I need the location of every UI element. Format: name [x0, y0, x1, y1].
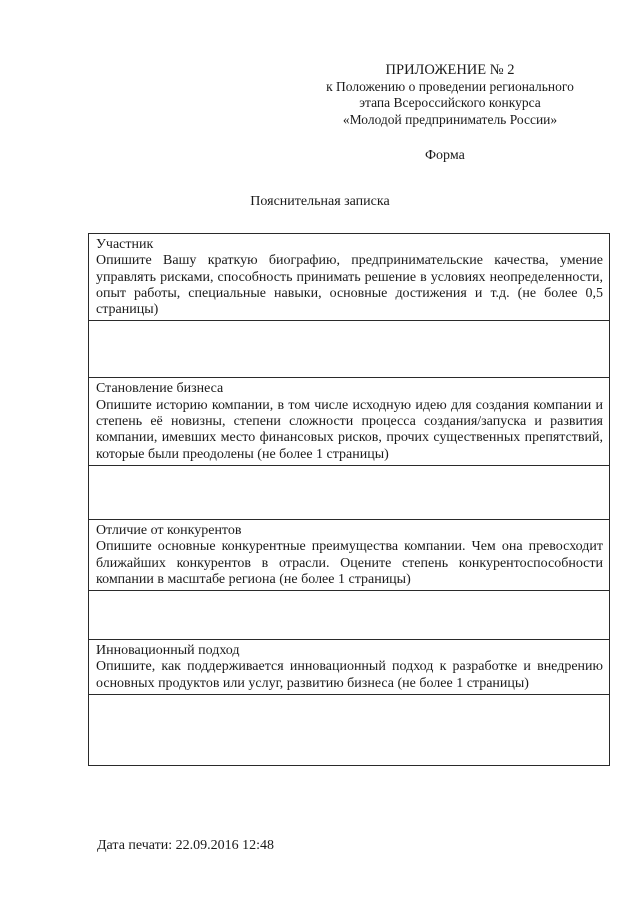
section-innovation: [89, 640, 609, 695]
section-title: Отличие от конкурентов: [96, 522, 242, 538]
explanatory-note-table: [88, 233, 610, 766]
answer-field-competitors[interactable]: [89, 591, 609, 640]
section-description: Опишите Вашу краткую биографию, предпринимательские качества, умение управлять рисками, способность принимать решение в условиях неопределенности, опыт работы, специальные навыки, основные достижения и т.д. (не более 0,5 страницы): [96, 253, 603, 318]
section-title: Становление бизнеса: [96, 381, 224, 397]
appendix-line-3: «Молодой предприниматель России»: [342, 111, 558, 127]
section-participant: [89, 234, 609, 321]
appendix-line-2: этапа Всероссийского конкурса: [359, 95, 541, 110]
form-label: Форма: [425, 148, 465, 163]
section-description: Опишите основные конкурентные преимущества компании. Чем она превосходит ближайших конкурентов в отрасли. Оцените степень конкурентоспособности компании в масштабе региона (не более 1 страницы): [96, 539, 603, 587]
print-date: Дата печати: 22.09.2016 12:48: [97, 838, 275, 853]
appendix-line-1: к Положению о проведении регионального: [326, 78, 574, 94]
section-title: Участник: [96, 237, 154, 252]
answer-field-participant[interactable]: [89, 321, 609, 378]
document-title: Пояснительная записка: [250, 194, 390, 209]
section-competitors: [89, 520, 609, 591]
section-description: Опишите историю компании, в том числе исходную идею для создания компании и степень её новизны, степени сложности процесса создания/запуска и развития компании, имевших место финансовых рисков, прочих существенных препятствий, которые были преодолены (не более 1 страницы): [96, 397, 603, 462]
section-business-formation: [89, 378, 609, 465]
answer-field-innovation[interactable]: [89, 695, 609, 765]
answer-field-business-formation[interactable]: [89, 466, 609, 520]
appendix-header: [300, 62, 600, 128]
section-title: Инновационный подход: [96, 643, 240, 659]
section-description: Опишите, как поддерживается инновационный подход к разработке и внедрению основных продуктов или услуг, развитию бизнеса (не более 1 страницы): [96, 659, 603, 691]
appendix-number: ПРИЛОЖЕНИЕ № 2: [385, 62, 515, 78]
